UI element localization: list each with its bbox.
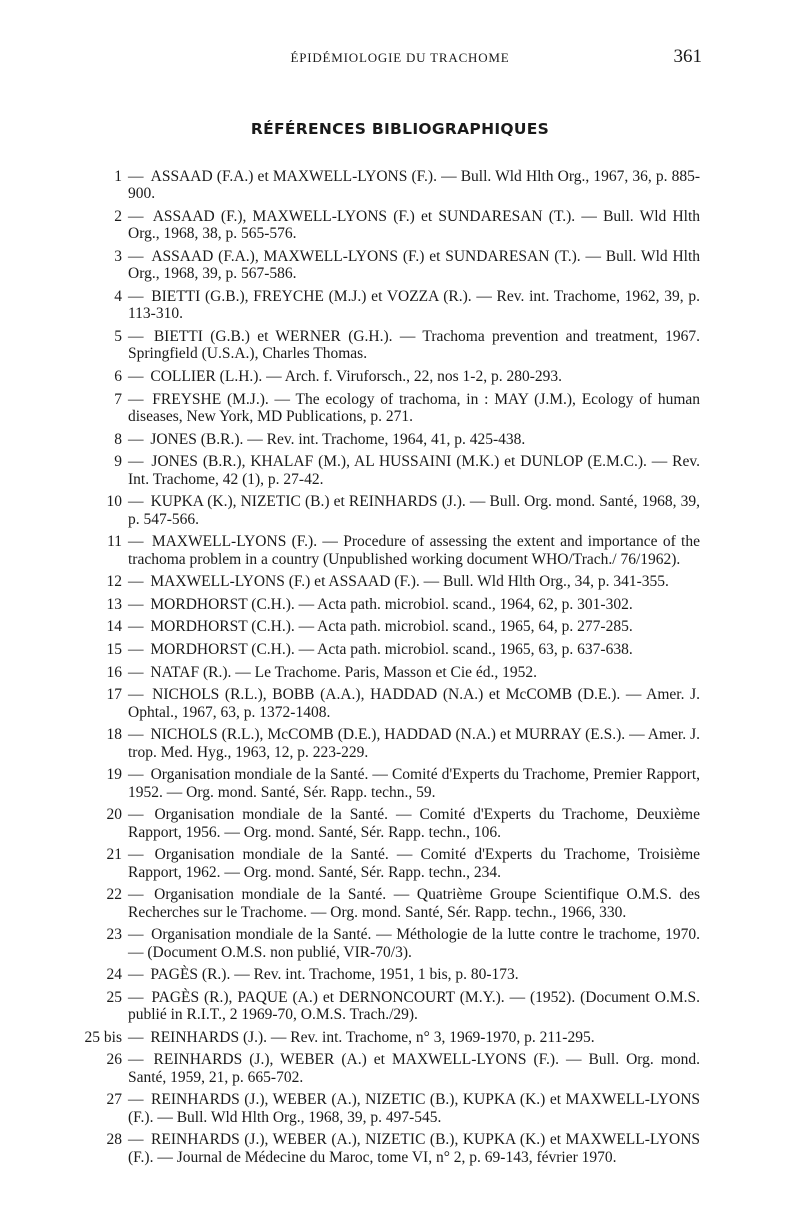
reference-text: — ASSAAD (F.A.), MAXWELL-LYONS (F.) et SUNDARESAN (T.). — Bull. Wld Hlth Org., 1968, 39, p. 567-586.	[128, 248, 701, 283]
reference-item	[82, 1051, 700, 1086]
reference-citation: Organisation mondiale de la Santé. — Comité d'Experts du Trachome, Deuxième Rapport, 1956. — Org. mond. Santé, Sér. Rapp. techn., 106.	[128, 806, 700, 841]
reference-item	[82, 573, 700, 590]
reference-text: — MAXWELL-LYONS (F.) et ASSAAD (F.). — Bull. Wld Hlth Org., 34, p. 341-355.	[128, 573, 669, 591]
reference-number: 1	[114, 168, 122, 185]
reference-citation: REINHARDS (J.), WEBER (A.), NIZETIC (B.), KUPKA (K.) et MAXWELL-LYONS (F.). — Bull. Wld Hlth Org., 1968, 39, p. 497-545.	[128, 1091, 701, 1126]
reference-number: 11	[107, 533, 122, 551]
reference-item	[82, 168, 700, 203]
reference-citation: KUPKA (K.), NIZETIC (B.) et REINHARDS (J.). — Bull. Org. mond. Santé, 1968, 39, p. 547-566.	[128, 493, 700, 528]
reference-text: — NICHOLS (R.L.), McCOMB (D.E.), HADDAD (N.A.) et MURRAY (E.S.). — Amer. J. trop. Med. Hyg., 1963, 12, p. 223-229.	[128, 726, 700, 761]
reference-citation: REINHARDS (J.). — Rev. int. Trachome, n° 3, 1969-1970, p. 211-295.	[150, 1028, 595, 1046]
reference-number: 16	[106, 663, 122, 681]
reference-text: — MORDHORST (C.H.). — Acta path. microbiol. scand., 1965, 64, p. 277-285.	[128, 618, 633, 636]
reference-citation: Organisation mondiale de la Santé. — Quatrième Groupe Scientifique O.M.S. des Recherches sur le Trachome. — Org. mond. Santé, Sér. Rapp. techn., 1966, 330.	[128, 886, 701, 921]
reference-text: — Organisation mondiale de la Santé. — Comité d'Experts du Trachome, Troisième Rapport, 1962. — Org. mond. Santé, Sér. Rapp. techn., 234.	[128, 846, 700, 881]
reference-item	[82, 288, 700, 323]
reference-citation: ASSAAD (F.A.) et MAXWELL-LYONS (F.). — Bull. Wld Hlth Org., 1967, 36, p. 885-900.	[128, 168, 701, 203]
reference-item	[82, 431, 700, 448]
reference-citation: BIETTI (G.B.), FREYCHE (M.J.) et VOZZA (R.). — Rev. int. Trachome, 1962, 39, p. 113-310.	[128, 288, 701, 323]
reference-citation: MORDHORST (C.H.). — Acta path. microbiol. scand., 1965, 63, p. 637-638.	[150, 640, 633, 658]
page-number: 361	[673, 46, 702, 67]
reference-text: — REINHARDS (J.), WEBER (A.), NIZETIC (B.), KUPKA (K.) et MAXWELL-LYONS (F.). — Bull. Wld Hlth Org., 1968, 39, p. 497-545.	[128, 1091, 701, 1126]
reference-citation: REINHARDS (J.), WEBER (A.) et MAXWELL-LYONS (F.). — Bull. Org. mond. Santé, 1959, 21, p. 665-702.	[128, 1051, 700, 1086]
reference-citation: Organisation mondiale de la Santé. — Comité d'Experts du Trachome, Premier Rapport, 1952. — Org. mond. Santé, Sér. Rapp. techn., 59.	[128, 766, 701, 801]
reference-citation: NICHOLS (R.L.), McCOMB (D.E.), HADDAD (N.A.) et MURRAY (E.S.). — Amer. J. trop. Med. Hyg., 1963, 12, p. 223-229.	[128, 726, 700, 761]
reference-item	[82, 493, 700, 528]
reference-number: 8	[114, 430, 122, 448]
reference-number: 12	[106, 573, 122, 591]
reference-number: 5	[114, 328, 122, 345]
reference-item	[82, 641, 700, 658]
reference-citation: NICHOLS (R.L.), BOBB (A.A.), HADDAD (N.A.) et McCOMB (D.E.). — Amer. J. Ophtal., 1967, 63, p. 1372-1408.	[128, 686, 700, 721]
reference-item	[82, 618, 700, 635]
reference-number: 3	[114, 248, 122, 265]
reference-citation: ASSAAD (F.), MAXWELL-LYONS (F.) et SUNDARESAN (T.). — Bull. Wld Hlth Org., 1968, 38, p. 565-576.	[128, 208, 701, 243]
reference-text: — Organisation mondiale de la Santé. — Quatrième Groupe Scientifique O.M.S. des Recherches sur le Trachome. — Org. mond. Santé, Sér. Rapp. techn., 1966, 330.	[128, 886, 701, 921]
reference-item	[82, 596, 700, 613]
reference-number: 28	[106, 1131, 122, 1149]
reference-text: — Organisation mondiale de la Santé. — Comité d'Experts du Trachome, Premier Rapport, 1952. — Org. mond. Santé, Sér. Rapp. techn., 59.	[128, 766, 701, 801]
reference-text: — Organisation mondiale de la Santé. — Comité d'Experts du Trachome, Deuxième Rapport, 1956. — Org. mond. Santé, Sér. Rapp. techn., 106.	[128, 806, 700, 841]
reference-number: 18	[106, 726, 122, 744]
reference-citation: Organisation mondiale de la Santé. — Comité d'Experts du Trachome, Troisième Rapport, 1962. — Org. mond. Santé, Sér. Rapp. techn., 234.	[128, 846, 700, 881]
reference-number: 19	[106, 766, 122, 784]
reference-text: — BIETTI (G.B.), FREYCHE (M.J.) et VOZZA (R.). — Rev. int. Trachome, 1962, 39, p. 113-310.	[128, 288, 701, 323]
reference-item	[82, 328, 700, 363]
reference-item	[82, 886, 700, 921]
reference-item	[82, 391, 700, 426]
reference-text: — JONES (B.R.). — Rev. int. Trachome, 1964, 41, p. 425-438.	[128, 430, 526, 448]
reference-list	[82, 168, 700, 1171]
section-title: RÉFÉRENCES BIBLIOGRAPHIQUES	[250, 120, 550, 138]
reference-number: 27	[106, 1091, 122, 1109]
reference-number: 6	[114, 368, 122, 385]
reference-text: — BIETTI (G.B.) et WERNER (G.H.). — Trachoma prevention and treatment, 1967. Springfield (U.S.A.), Charles Thomas.	[128, 328, 700, 363]
reference-text: — Organisation mondiale de la Santé. — Méthologie de la lutte contre le trachome, 1970. — (Document O.M.S. non publié, VIR-70/3).	[128, 926, 701, 961]
reference-text: — PAGÈS (R.). — Rev. int. Trachome, 1951, 1 bis, p. 80-173.	[128, 966, 519, 984]
running-title: ÉPIDÉMIOLOGIE DU TRACHOME	[290, 50, 510, 65]
reference-item	[82, 766, 700, 801]
reference-citation: NATAF (R.). — Le Trachome. Paris, Masson et Cie éd., 1952.	[150, 663, 538, 681]
reference-number: 21	[106, 846, 122, 864]
reference-text: — ASSAAD (F.A.) et MAXWELL-LYONS (F.). — Bull. Wld Hlth Org., 1967, 36, p. 885-900.	[128, 168, 701, 203]
reference-text: — REINHARDS (J.). — Rev. int. Trachome, n° 3, 1969-1970, p. 211-295.	[128, 1028, 595, 1046]
reference-item	[82, 1029, 700, 1046]
reference-citation: ASSAAD (F.A.), MAXWELL-LYONS (F.) et SUNDARESAN (T.). — Bull. Wld Hlth Org., 1968, 39, p. 567-586.	[128, 248, 701, 283]
reference-number: 14	[106, 618, 122, 636]
reference-item	[82, 686, 700, 721]
reference-number: 10	[106, 493, 122, 511]
reference-item	[82, 1131, 700, 1166]
reference-citation: MAXWELL-LYONS (F.). — Procedure of assessing the extent and importance of the trachoma problem in a country (Unpublished working document WHO/Trach./ 76/1962).	[128, 533, 700, 568]
reference-citation: JONES (B.R.). — Rev. int. Trachome, 1964, 41, p. 425-438.	[150, 430, 526, 448]
reference-number: 22	[106, 886, 122, 904]
reference-text: — NICHOLS (R.L.), BOBB (A.A.), HADDAD (N.A.) et McCOMB (D.E.). — Amer. J. Ophtal., 1967, 63, p. 1372-1408.	[128, 686, 700, 721]
reference-number: 17	[106, 686, 122, 704]
reference-text: — NATAF (R.). — Le Trachome. Paris, Masson et Cie éd., 1952.	[128, 663, 538, 681]
reference-number: 13	[106, 595, 122, 613]
reference-citation: MORDHORST (C.H.). — Acta path. microbiol. scand., 1965, 64, p. 277-285.	[150, 618, 633, 636]
reference-item	[82, 453, 700, 488]
reference-text: — PAGÈS (R.), PAQUE (A.) et DERNONCOURT (M.Y.). — (1952). (Document O.M.S. publié in R.I.T., 2 1969-70, O.M.S. Trach./29).	[128, 988, 700, 1024]
reference-item	[82, 664, 700, 681]
reference-item	[82, 533, 700, 568]
reference-item	[82, 368, 700, 385]
reference-number: 23	[106, 926, 122, 944]
reference-item	[82, 846, 700, 881]
reference-text: — MAXWELL-LYONS (F.). — Procedure of assessing the extent and importance of the trachoma problem in a country (Unpublished working document WHO/Trach./ 76/1962).	[128, 533, 700, 568]
reference-number: 24	[106, 966, 122, 984]
reference-item	[82, 806, 700, 841]
reference-text: — REINHARDS (J.), WEBER (A.), NIZETIC (B.), KUPKA (K.) et MAXWELL-LYONS (F.). — Journal de Médecine du Maroc, tome VI, n° 2, p. 69-143, février 1970.	[128, 1131, 701, 1166]
reference-text: — MORDHORST (C.H.). — Acta path. microbiol. scand., 1965, 63, p. 637-638.	[128, 640, 633, 658]
reference-citation: BIETTI (G.B.) et WERNER (G.H.). — Trachoma prevention and treatment, 1967. Springfield (U.S.A.), Charles Thomas.	[128, 328, 700, 363]
reference-citation: MORDHORST (C.H.). — Acta path. microbiol. scand., 1964, 62, p. 301-302.	[150, 595, 633, 613]
reference-text: — REINHARDS (J.), WEBER (A.) et MAXWELL-LYONS (F.). — Bull. Org. mond. Santé, 1959, 21, p. 665-702.	[128, 1051, 700, 1086]
reference-citation: REINHARDS (J.), WEBER (A.), NIZETIC (B.), KUPKA (K.) et MAXWELL-LYONS (F.). — Journal de Médecine du Maroc, tome VI, n° 2, p. 69-143, février 1970.	[128, 1131, 701, 1166]
reference-citation: PAGÈS (R.). — Rev. int. Trachome, 1951, 1 bis, p. 80-173.	[150, 966, 519, 984]
reference-text: — COLLIER (L.H.). — Arch. f. Viruforsch., 22, nos 1-2, p. 280-293.	[128, 368, 563, 385]
reference-item	[82, 926, 700, 961]
reference-number: 7	[114, 390, 122, 408]
reference-text: — MORDHORST (C.H.). — Acta path. microbiol. scand., 1964, 62, p. 301-302.	[128, 595, 633, 613]
reference-number: 26	[106, 1051, 122, 1069]
reference-number: 20	[106, 806, 122, 824]
reference-citation: FREYSHE (M.J.). — The ecology of trachoma, in : MAY (J.M.), Ecology of human diseases, New York, MD Publications, p. 271.	[128, 390, 701, 425]
reference-number: 4	[114, 288, 122, 305]
reference-item	[82, 208, 700, 243]
reference-item	[82, 989, 700, 1024]
reference-number: 9	[114, 453, 122, 471]
reference-item	[82, 248, 700, 283]
reference-citation: PAGÈS (R.), PAQUE (A.) et DERNONCOURT (M.Y.). — (1952). (Document O.M.S. publié in R.I.T., 2 1969-70, O.M.S. Trach./29).	[128, 988, 700, 1024]
reference-citation: MAXWELL-LYONS (F.) et ASSAAD (F.). — Bull. Wld Hlth Org., 34, p. 341-355.	[150, 573, 669, 591]
reference-item	[82, 1091, 700, 1126]
reference-number: 2	[114, 208, 122, 225]
running-head	[0, 48, 800, 68]
reference-text: — JONES (B.R.), KHALAF (M.), AL HUSSAINI (M.K.) et DUNLOP (E.M.C.). — Rev. Int. Trachome, 42 (1), p. 27-42.	[128, 453, 700, 488]
reference-text: — KUPKA (K.), NIZETIC (B.) et REINHARDS (J.). — Bull. Org. mond. Santé, 1968, 39, p. 547-566.	[128, 493, 700, 528]
reference-citation: COLLIER (L.H.). — Arch. f. Viruforsch., 22, nos 1-2, p. 280-293.	[150, 368, 563, 385]
reference-number: 15	[106, 640, 122, 658]
reference-citation: Organisation mondiale de la Santé. — Méthologie de la lutte contre le trachome, 1970. — (Document O.M.S. non publié, VIR-70/3).	[128, 926, 701, 961]
reference-number: 25 bis	[84, 1028, 122, 1046]
reference-item	[82, 726, 700, 761]
reference-number: 25	[106, 988, 122, 1006]
reference-text: — FREYSHE (M.J.). — The ecology of trachoma, in : MAY (J.M.), Ecology of human diseases, New York, MD Publications, p. 271.	[128, 390, 701, 425]
reference-item	[82, 966, 700, 983]
reference-text: — ASSAAD (F.), MAXWELL-LYONS (F.) et SUNDARESAN (T.). — Bull. Wld Hlth Org., 1968, 38, p. 565-576.	[128, 208, 701, 243]
reference-citation: JONES (B.R.), KHALAF (M.), AL HUSSAINI (M.K.) et DUNLOP (E.M.C.). — Rev. Int. Trachome, 42 (1), p. 27-42.	[128, 453, 700, 488]
